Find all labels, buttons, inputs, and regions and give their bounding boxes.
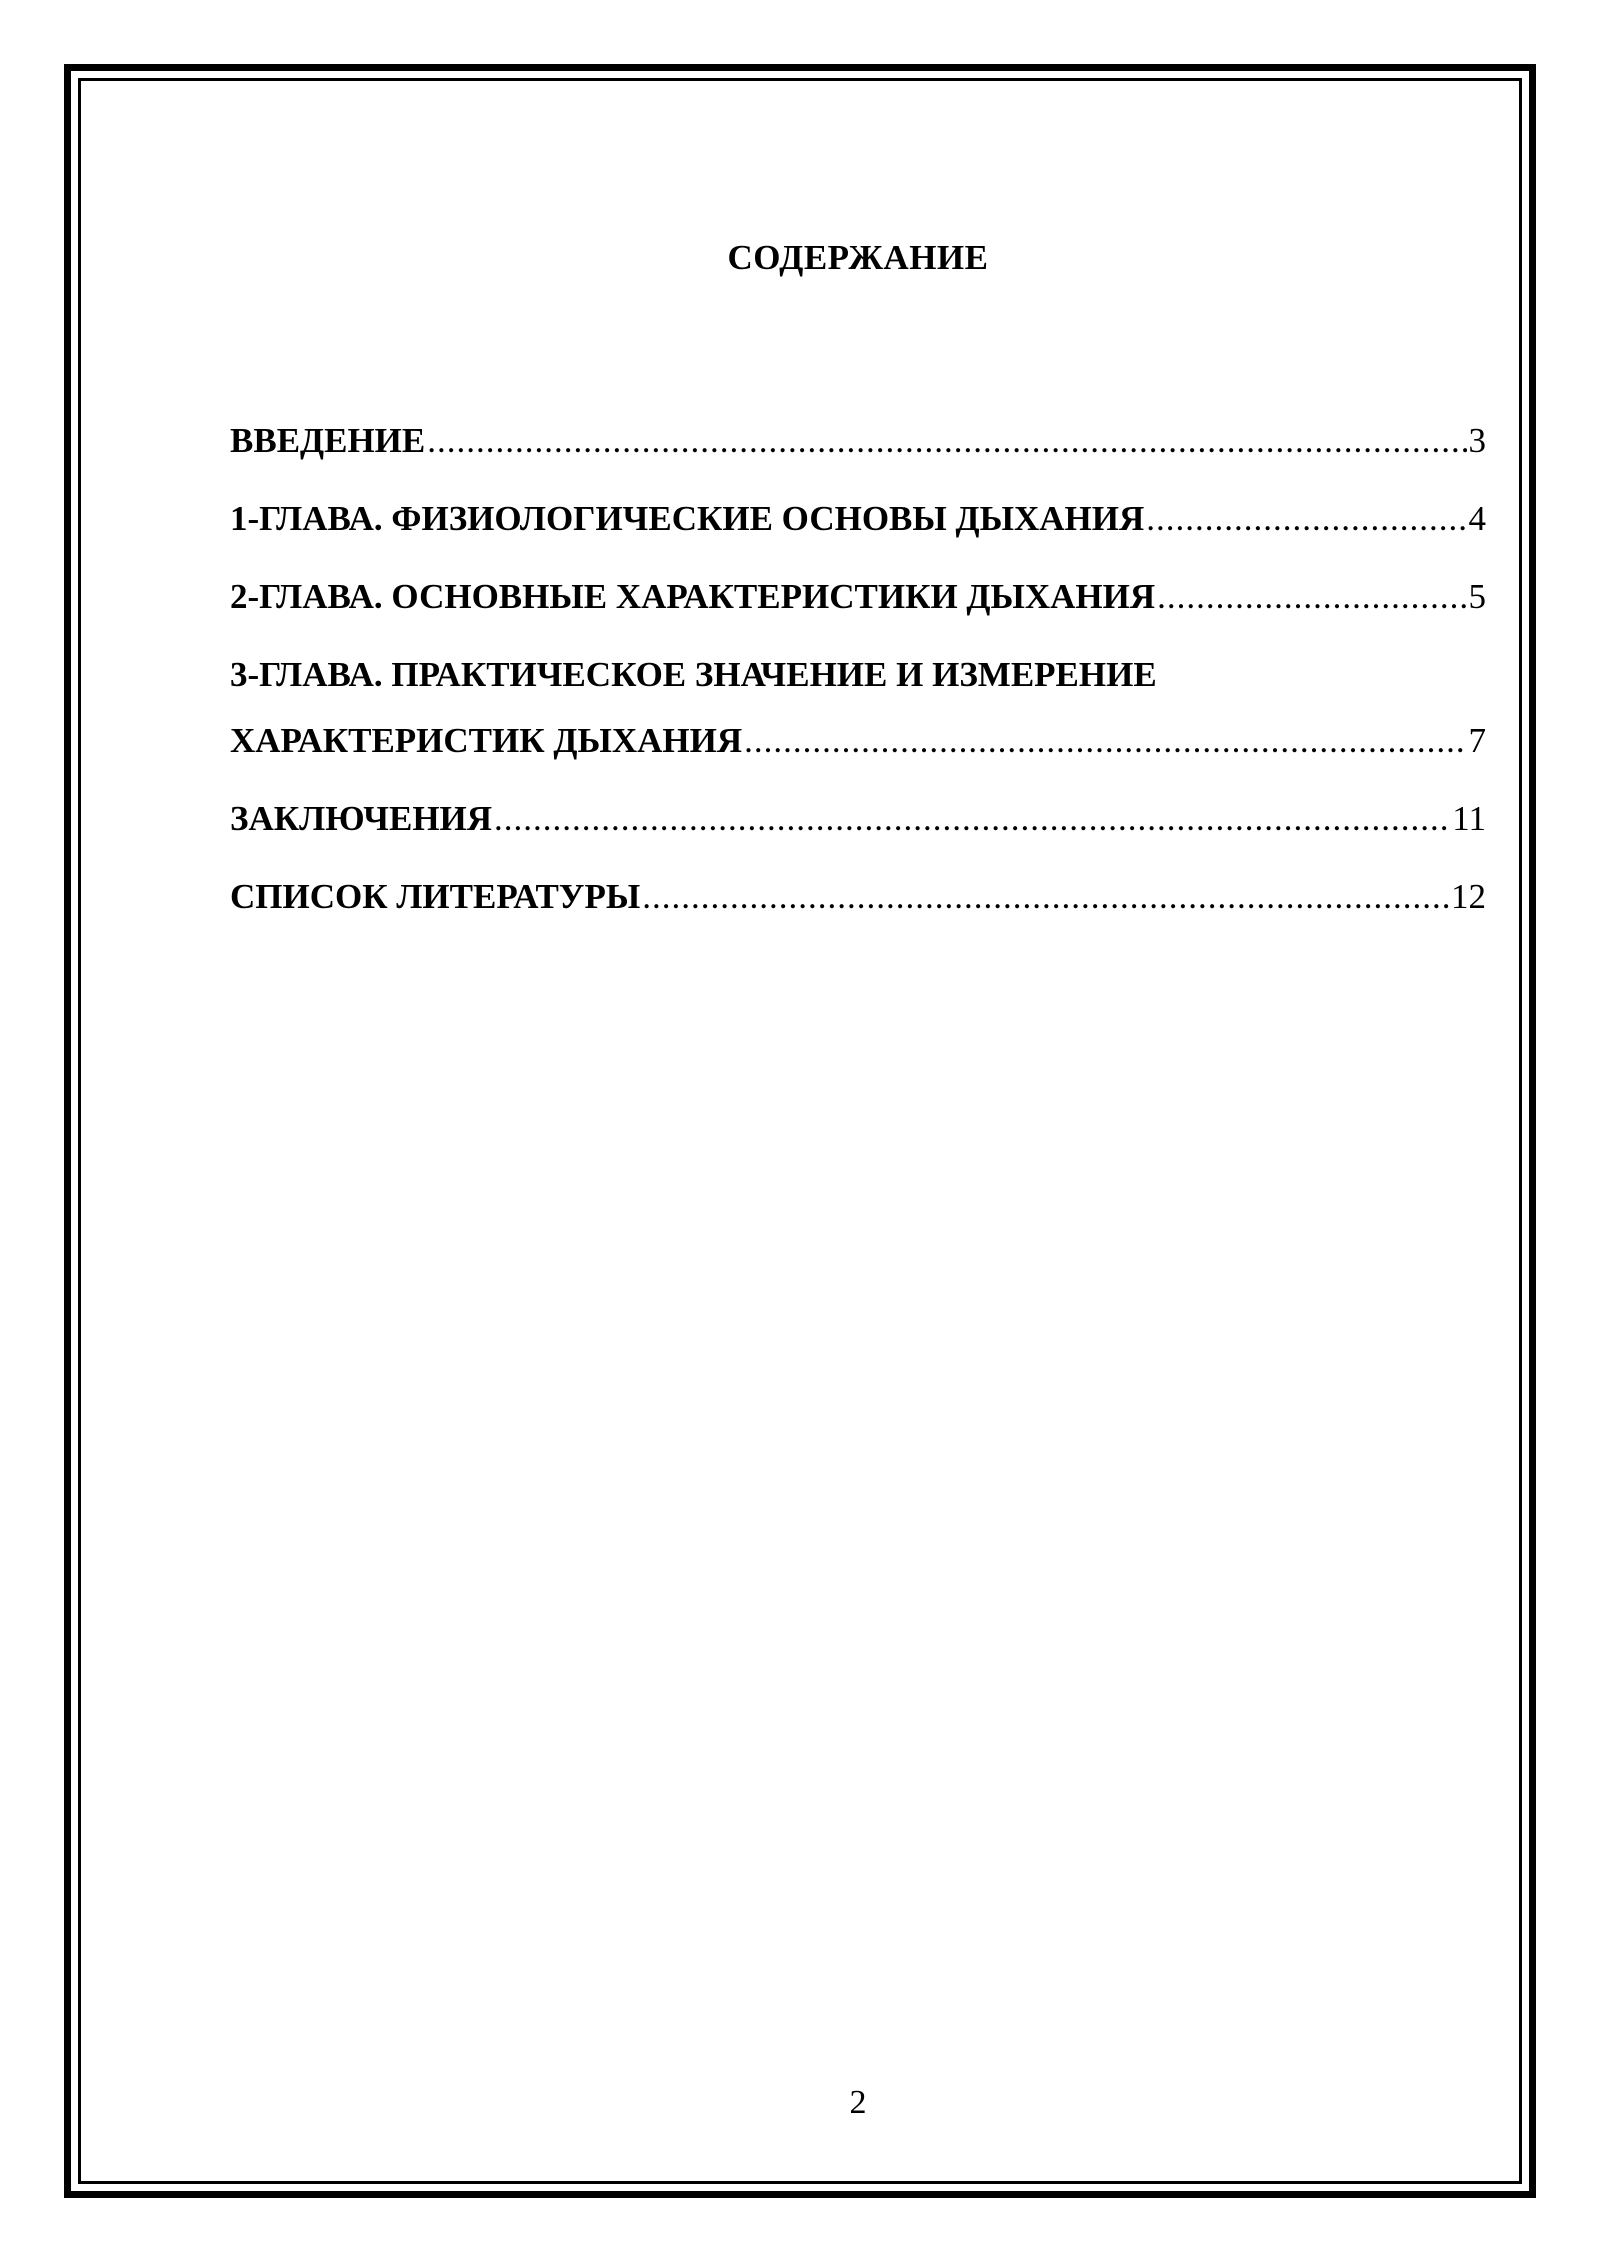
toc-entry-page: 4 — [1468, 499, 1486, 538]
toc-entry-introduction[interactable] — [230, 408, 1486, 474]
toc-entry-label: ХАРАКТЕРИСТИК ДЫХАНИЯ — [230, 721, 743, 760]
toc-entry-label: ЗАКЛЮЧЕНИЯ — [230, 799, 493, 838]
page-title: СОДЕРЖАНИЕ — [727, 238, 989, 277]
toc-leader-dots — [427, 408, 1466, 474]
toc-line — [230, 708, 1486, 774]
toc-entry-chapter-1[interactable] — [230, 486, 1486, 552]
toc-entry-page: 5 — [1468, 577, 1486, 616]
toc-entry-references[interactable] — [230, 864, 1486, 930]
toc-entry-chapter-3[interactable] — [230, 642, 1486, 774]
toc-entry-label-line1: 3-ГЛАВА. ПРАКТИЧЕСКОЕ ЗНАЧЕНИЕ И ИЗМЕРЕНИЕ — [230, 655, 1157, 694]
toc-leader-dots — [1146, 486, 1466, 552]
toc-entry-page: 7 — [1468, 721, 1486, 760]
toc-leader-dots — [494, 786, 1450, 852]
page-number: 2 — [849, 2084, 867, 2121]
toc-entry-label: СПИСОК ЛИТЕРАТУРЫ — [230, 877, 641, 916]
toc-leader-dots — [744, 708, 1466, 774]
toc-line — [230, 786, 1486, 852]
toc-line — [230, 864, 1486, 930]
toc-entry-conclusion[interactable] — [230, 786, 1486, 852]
toc-leader-dots — [1157, 564, 1466, 630]
toc-entry-label: 2-ГЛАВА. ОСНОВНЫЕ ХАРАКТЕРИСТИКИ ДЫХАНИЯ — [230, 577, 1156, 616]
page-border-inner — [78, 78, 1522, 2184]
toc-entry-chapter-2[interactable] — [230, 564, 1486, 630]
toc-line — [230, 564, 1486, 630]
toc-entry-page: 12 — [1451, 877, 1486, 916]
toc-line — [230, 486, 1486, 552]
toc-entry-label: 1-ГЛАВА. ФИЗИОЛОГИЧЕСКИЕ ОСНОВЫ ДЫХАНИЯ — [230, 499, 1145, 538]
toc-leader-dots — [642, 864, 1449, 930]
table-of-contents — [230, 408, 1486, 930]
toc-entry-page: 11 — [1452, 799, 1486, 838]
toc-line — [230, 408, 1486, 474]
toc-entry-label: ВВЕДЕНИЕ — [230, 421, 426, 460]
toc-entry-page: 3 — [1468, 421, 1486, 460]
